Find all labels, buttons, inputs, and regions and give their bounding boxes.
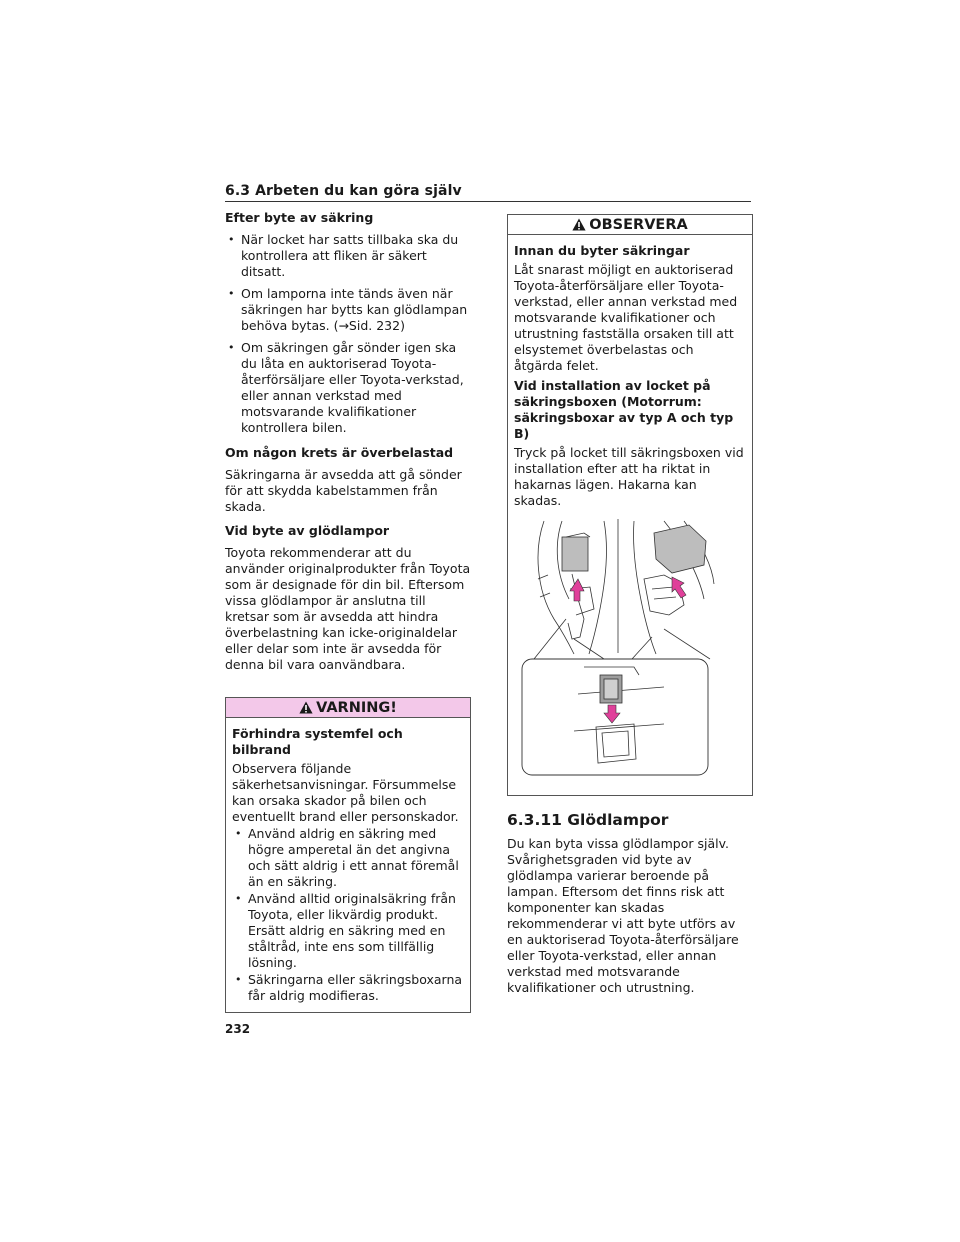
warning-header [226, 698, 470, 718]
warning-list [232, 826, 464, 1004]
fuse-box-cover-illustration [514, 519, 722, 781]
warning-triangle-icon [572, 218, 586, 231]
warning-text: Observera följande säkerhetsanvisningar. Försummelse kan orsaka skador på bilen och eventuellt brand eller personskador. [232, 761, 459, 824]
heading-after-fuse-replacement: Efter byte av säkring [225, 210, 374, 225]
section-title-bulbs: 6.3.11 Glödlampor [507, 811, 669, 829]
bulb-replacement-text: Toyota rekommenderar att du använder originalprodukter från Toyota som är designade för din bil. Eftersom vissa glödlampor är anslutna till kretsar som är avsedda att hindra överbelastning kan icke-originaldelar eller delar som inte är avsedda för denna bil vara oanvändbara. [225, 545, 471, 672]
arrow-type-b [672, 577, 686, 598]
notice-text-before-replacing: Låt snarast möjligt en auktoriserad Toyota-återförsäljare eller Toyota-verkstad, eller annan verkstad med motsvarande kvalifikationer och utrustning fastställa orsaken till att elsystemet överbelastas och åtgärda felet. [514, 262, 738, 373]
left-column [225, 210, 471, 1013]
notice-text-cover-installation: Tryck på locket till säkringsboxen vid installation efter att ha riktat in hakarnas lägen. Hakarna kan skadas. [514, 445, 744, 508]
warning-box [225, 697, 471, 1013]
notice-box [507, 214, 753, 796]
heading-circuit-overload: Om någon krets är överbelastad [225, 445, 454, 460]
list-item: • Använd aldrig en säkring med högre amperetal än det angivna och sätt aldrig i ett annat föremål än en säkring. [232, 826, 464, 890]
after-replacement-list [225, 232, 471, 436]
notice-title-before-replacing: Innan du byter säkringar [514, 243, 690, 258]
warning-body [226, 718, 470, 1012]
notice-header [508, 215, 752, 235]
list-item: • Om säkringen går sönder igen ska du låta en auktoriserad Toyota-återförsäljare eller Toyota-verkstad, eller annan verkstad med motsvarande kvalifikationer kontrollera bilen. [225, 340, 471, 436]
warning-title: Förhindra systemfel och bilbrand [232, 726, 403, 757]
list-item: • När locket har satts tillbaka ska du kontrollera att fliken är säkert ditsatt. [225, 232, 471, 280]
warning-label: VARNING! [316, 699, 397, 716]
notice-title-cover-installation: Vid installation av locket på säkringsboxen (Motorrum: säkringsboxar av typ A och typ B) [514, 378, 734, 441]
notice-label: OBSERVERA [589, 216, 688, 233]
page-number: 232 [225, 1022, 251, 1036]
right-column [507, 214, 753, 996]
list-item: • Om lamporna inte tänds även när säkringen har bytts kan glödlampan behöva bytas. (→Sid. 232) [225, 286, 471, 334]
list-item: • Säkringarna eller säkringsboxarna får aldrig modifieras. [232, 972, 464, 1004]
overload-text: Säkringarna är avsedda att gå sönder för att skydda kabelstammen från skada. [225, 467, 462, 514]
arrow-type-a [570, 579, 584, 601]
section-text-bulbs: Du kan byta vissa glödlampor själv. Svårighetsgraden vid byte av glödlampa varierar beroende på lampan. Eftersom det finns risk att komponenter kan skadas rekommenderar vi att byte utförs av en auktoriserad Toyota-återförsäljare eller Toyota-verkstad, eller annan verkstad med motsvarande kvalifikationer och utrustning. [507, 836, 739, 995]
heading-bulb-replacement: Vid byte av glödlampor [225, 523, 390, 538]
running-header [225, 180, 751, 202]
warning-triangle-icon [299, 701, 313, 714]
list-item: • Använd alltid originalsäkring från Toyota, eller likvärdig produkt. Ersätt aldrig en säkring med en ståltråd, inte ens som tillfällig lösning. [232, 891, 464, 971]
notice-body [508, 235, 752, 795]
header-title: 6.3 Arbeten du kan göra själv [225, 183, 462, 199]
